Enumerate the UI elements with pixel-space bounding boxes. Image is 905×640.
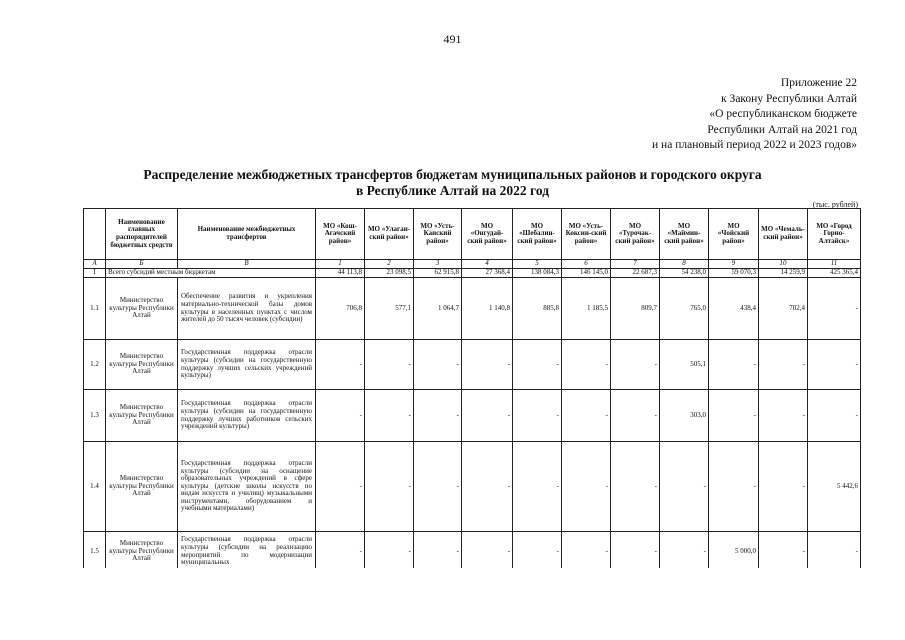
transfers-table [83, 208, 861, 572]
total-value: 62 915,8 [414, 269, 462, 278]
units-label: (тыс. рублей) [812, 200, 858, 209]
row-description: Обеспечение развития и укрепления материально-технической базы домов культуры в населенных пунктах с числом жителей до 50 тысяч человек (субсидии) [178, 278, 316, 340]
row-value: - [462, 532, 513, 572]
row-value: - [316, 442, 365, 532]
row-value: - [611, 442, 660, 532]
index-cell: 7 [611, 260, 660, 269]
column-header: Наименование межбюджетных трансфертов [178, 209, 316, 260]
column-header: МО «Маймин-ский район» [660, 209, 709, 260]
row-num: 1.2 [84, 340, 106, 390]
header-row [84, 209, 861, 260]
row-value: - [808, 278, 861, 340]
appendix-line: Приложение 22 [780, 77, 857, 89]
row-value: - [316, 390, 365, 442]
row-value: 5 442,6 [808, 442, 861, 532]
row-value: - [462, 442, 513, 532]
total-value: 54 238,0 [660, 269, 709, 278]
index-cell: 3 [414, 260, 462, 269]
index-cell: Б [106, 260, 178, 269]
row-grbs: Министерство культуры Республики Алтай [106, 532, 178, 572]
row-value: - [414, 532, 462, 572]
row-value: 1 064,7 [414, 278, 462, 340]
title-line: Распределение межбюджетных трансфертов бюджетам муниципальных районов и городского округа [143, 167, 762, 182]
index-row [84, 260, 861, 269]
row-value: - [611, 340, 660, 390]
row-value: 438,4 [709, 278, 759, 340]
index-cell: 5 [513, 260, 562, 269]
row-value: 702,4 [759, 278, 808, 340]
column-header [84, 209, 106, 260]
row-value: - [562, 442, 611, 532]
row-value: - [316, 340, 365, 390]
row-num: 1.5 [84, 532, 106, 572]
row-value: - [759, 532, 808, 572]
index-cell: 9 [709, 260, 759, 269]
row-value: - [365, 442, 414, 532]
column-header: МО «Усть-Коксин-ский район» [562, 209, 611, 260]
row-grbs: Министерство культуры Республики Алтай [106, 442, 178, 532]
index-cell: 8 [660, 260, 709, 269]
column-header: МО «Улаган-ский район» [365, 209, 414, 260]
row-value: 1 185,5 [562, 278, 611, 340]
row-value: - [808, 390, 861, 442]
page-bottom-margin [0, 568, 905, 640]
row-value: - [462, 390, 513, 442]
row-description: Государственная поддержка отрасли культуры (субсидии на государственную поддержку лучших работников сельских учреждений культуры) [178, 390, 316, 442]
row-value: - [513, 340, 562, 390]
row-description: Государственная поддержка отрасли культуры (субсидии на реализацию мероприятий по модернизации муниципальных [178, 532, 316, 572]
row-grbs: Министерство культуры Республики Алтай [106, 278, 178, 340]
row-value: - [365, 390, 414, 442]
row-value: - [759, 340, 808, 390]
page-number: 491 [443, 32, 462, 46]
total-value: 23 098,5 [365, 269, 414, 278]
total-row [84, 269, 861, 278]
row-grbs: Министерство культуры Республики Алтай [106, 390, 178, 442]
index-cell: 6 [562, 260, 611, 269]
column-header: МО «Чойский район» [709, 209, 759, 260]
row-value: - [611, 390, 660, 442]
column-header: МО «Турочак-ский район» [611, 209, 660, 260]
row-value: - [513, 532, 562, 572]
row-value: 1 140,8 [462, 278, 513, 340]
column-header: МО «Онгудай-ский район» [462, 209, 513, 260]
row-value: - [562, 340, 611, 390]
appendix-line: «О республиканском бюджете [709, 108, 857, 120]
table-row [84, 442, 861, 532]
row-value: - [365, 340, 414, 390]
row-value: - [709, 442, 759, 532]
row-value: - [462, 340, 513, 390]
row-value: - [316, 532, 365, 572]
row-grbs: Министерство культуры Республики Алтай [106, 340, 178, 390]
appendix-line: Республики Алтай на 2021 год [707, 123, 857, 136]
row-value: - [660, 442, 709, 532]
row-value: - [709, 340, 759, 390]
table-row [84, 390, 861, 442]
row-description: Государственная поддержка отрасли культуры (субсидии на оснащение образовательных учреждений в сфере культуры (детские школы искусств по видам искусств и училищ) музыкальными инструментами, оборудованием и учебными материалами) [178, 442, 316, 532]
row-value: - [759, 390, 808, 442]
row-value: 577,1 [365, 278, 414, 340]
document-title [90, 167, 815, 199]
total-label: Всего субсидий местным бюджетам [106, 269, 316, 278]
row-value: - [513, 390, 562, 442]
row-value: - [709, 390, 759, 442]
row-num: 1.3 [84, 390, 106, 442]
column-header: Наименование главных распорядителей бюджетных средств [106, 209, 178, 260]
appendix-note [652, 76, 857, 154]
index-cell: А [84, 260, 106, 269]
table-row [84, 340, 861, 390]
total-value: 14 259,9 [759, 269, 808, 278]
column-header: МО «Шебалин-ский район» [513, 209, 562, 260]
column-header: МО «Кош-Агачский район» [316, 209, 365, 260]
total-value: 146 145,0 [562, 269, 611, 278]
title-line: в Республике Алтай на 2022 год [355, 183, 550, 198]
total-value: 59 070,3 [709, 269, 759, 278]
row-value: - [660, 532, 709, 572]
column-header: МО «Усть-Канский район» [414, 209, 462, 260]
row-value: - [759, 442, 808, 532]
column-header: МО «Чемаль-ский район» [759, 209, 808, 260]
table-row [84, 278, 861, 340]
row-value: - [562, 390, 611, 442]
total-value: 27 368,4 [462, 269, 513, 278]
index-cell: В [178, 260, 316, 269]
row-value: - [414, 390, 462, 442]
column-header: МО «Город Горно-Алтайск» [808, 209, 861, 260]
row-value: - [414, 442, 462, 532]
row-description: Государственная поддержка отрасли культуры (субсидии на государственную поддержку лучших сельских учреждений культуры) [178, 340, 316, 390]
row-value: - [611, 532, 660, 572]
total-value: 425 365,4 [808, 269, 861, 278]
index-cell: 1 [316, 260, 365, 269]
row-value: 809,7 [611, 278, 660, 340]
row-value: - [365, 532, 414, 572]
row-value: 765,0 [660, 278, 709, 340]
row-value: 5 000,0 [709, 532, 759, 572]
row-value: 505,1 [660, 340, 709, 390]
row-value: - [414, 340, 462, 390]
row-value: - [562, 532, 611, 572]
row-value: 885,8 [513, 278, 562, 340]
total-num: I [84, 269, 106, 278]
index-cell: 4 [462, 260, 513, 269]
row-value: - [808, 340, 861, 390]
total-value: 44 113,8 [316, 269, 365, 278]
row-value: 303,0 [660, 390, 709, 442]
total-value: 22 687,3 [611, 269, 660, 278]
row-num: 1.1 [84, 278, 106, 340]
row-value: - [513, 442, 562, 532]
row-value: 706,8 [316, 278, 365, 340]
index-cell: 11 [808, 260, 861, 269]
total-value: 138 084,3 [513, 269, 562, 278]
index-cell: 10 [759, 260, 808, 269]
index-cell: 2 [365, 260, 414, 269]
appendix-line: к Закону Республики Алтай [721, 92, 857, 105]
row-num: 1.4 [84, 442, 106, 532]
row-value: - [808, 532, 861, 572]
appendix-line: и на плановый период 2022 и 2023 годов» [652, 139, 857, 151]
table-row [84, 532, 861, 572]
